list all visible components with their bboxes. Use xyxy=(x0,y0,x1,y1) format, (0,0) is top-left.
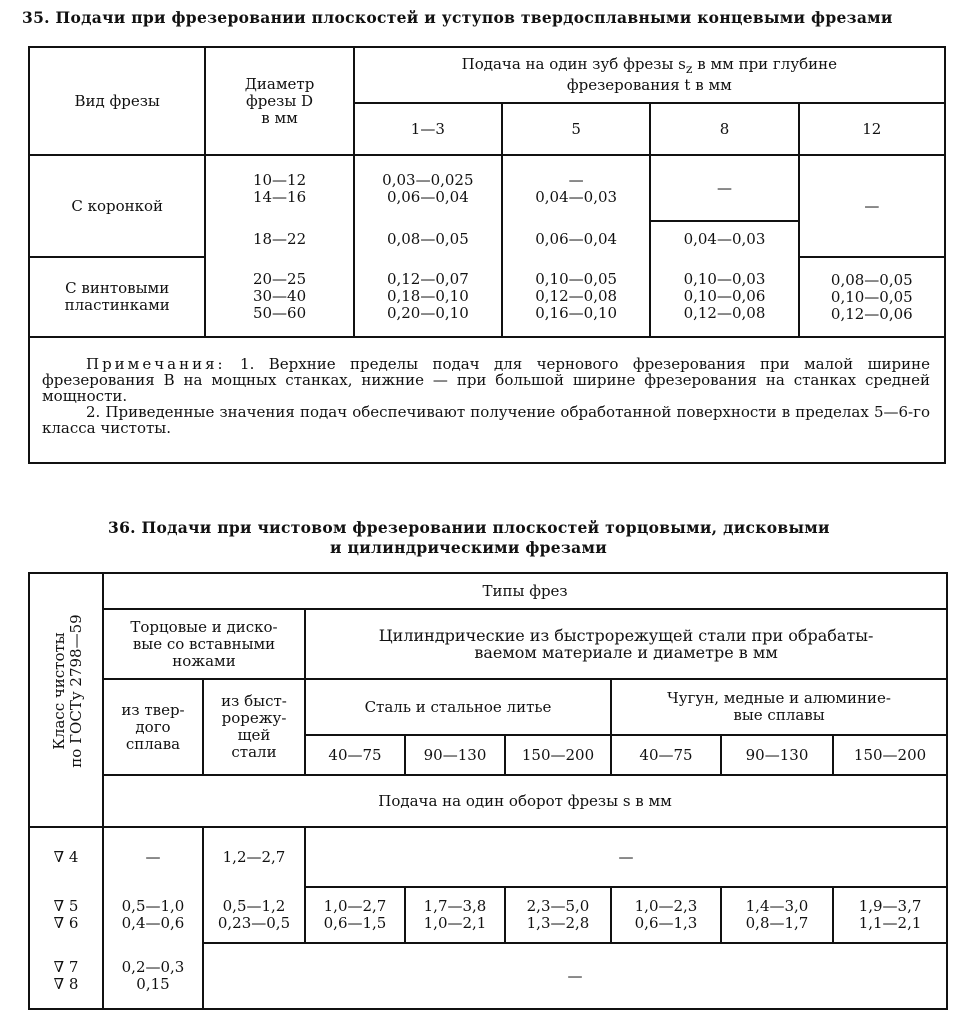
table-36-title-line2: и цилиндрическими фрезами xyxy=(330,538,608,557)
value-cell: 1,2—2,7 xyxy=(203,827,305,887)
feed-cell: 0,10—0,03 0,10—0,06 0,12—0,08 xyxy=(650,257,798,337)
value-cell: 1,0—2,3 0,6—1,3 xyxy=(611,887,721,943)
value-cell: 2,3—5,0 1,3—2,8 xyxy=(505,887,611,943)
diam-header: 90—130 xyxy=(721,735,833,775)
feed-cell: — xyxy=(650,155,798,221)
header-cutter-types: Типы фрез xyxy=(103,573,947,609)
table-36 xyxy=(28,572,948,1010)
header-face-disk: Торцовые и диско- вые со вставными ножами xyxy=(103,609,305,679)
value-cell: — xyxy=(103,827,203,887)
note-2: 2. Приведенные значения подач обеспечивают получение обработанной поверхности в пределах 5—6-го класса чистоты. xyxy=(42,403,930,437)
header-diameter: Диаметр фрезы D в мм xyxy=(205,47,353,155)
table-35-notes xyxy=(29,337,945,463)
feed-cell: 0,12—0,07 0,18—0,10 0,20—0,10 xyxy=(354,257,502,337)
feed-cell: 0,08—0,05 xyxy=(354,221,502,257)
note-1: 1. Верхние пределы подач для чернового фрезерования при малой ширине фрезерования B на мощных станках, нижние — при большой ширине фрезерования на станках средней мощности. xyxy=(42,355,930,405)
class-cell: ∇ 7 ∇ 8 xyxy=(29,943,103,1009)
diam-cell: 20—25 30—40 50—60 xyxy=(205,257,353,337)
value-cell: 0,5—1,2 0,23—0,5 xyxy=(203,887,305,943)
value-cell: 0,2—0,3 0,15 xyxy=(103,943,203,1009)
class-cell: ∇ 5 ∇ 6 xyxy=(29,887,103,943)
notes-label: Примечания: xyxy=(86,355,226,373)
depth-3: 8 xyxy=(650,103,798,155)
feed-cell: 0,10—0,05 0,12—0,08 0,16—0,10 xyxy=(502,257,650,337)
table-35 xyxy=(28,46,946,464)
value-cell: 1,0—2,7 0,6—1,5 xyxy=(305,887,405,943)
value-cell: 1,7—3,8 1,0—2,1 xyxy=(405,887,505,943)
table-35-title: 35. Подачи при фрезеровании плоскостей и уступов твердосплавными концевыми фрезами xyxy=(22,8,893,27)
diam-header: 40—75 xyxy=(611,735,721,775)
value-cell: 0,5—1,0 0,4—0,6 xyxy=(103,887,203,943)
value-cell: 1,4—3,0 0,8—1,7 xyxy=(721,887,833,943)
diam-header: 150—200 xyxy=(505,735,611,775)
header-feed-per-tooth: Подача на один зуб фрезы $s_z$ в мм при глубине фрезерования t в мм xyxy=(354,47,945,103)
table-36-title-line1: 36. Подачи при чистовом фрезеровании плоскостей торцовыми, дисковыми xyxy=(108,518,830,537)
value-cell: — xyxy=(203,943,947,1009)
feed-cell: 0,03—0,025 0,06—0,04 xyxy=(354,155,502,221)
cutter-crown: С коронкой xyxy=(29,155,205,257)
header-hard-alloy: из твер- дого сплава xyxy=(103,679,203,775)
header-hss: из быст- рорежу- щей стали xyxy=(203,679,305,775)
header-iron-alloys: Чугун, медные и алюминие- вые сплавы xyxy=(611,679,947,735)
feed-cell: — 0,04—0,03 xyxy=(502,155,650,221)
header-cutter-type: Вид фрезы xyxy=(29,47,205,155)
diam-header: 90—130 xyxy=(405,735,505,775)
header-surface-class: Класс чистоты по ГОСТу 2798—59 xyxy=(29,573,103,827)
class-cell: ∇ 4 xyxy=(29,827,103,887)
diam-cell: 10—12 14—16 xyxy=(205,155,353,221)
depth-1: 1—3 xyxy=(354,103,502,155)
header-feed-per-rev: Подача на один оборот фрезы s в мм xyxy=(103,775,947,827)
header-steel: Сталь и стальное литье xyxy=(305,679,611,735)
diam-header: 40—75 xyxy=(305,735,405,775)
depth-4: 12 xyxy=(799,103,945,155)
feed-cell: 0,08—0,05 0,10—0,05 0,12—0,06 xyxy=(799,257,945,337)
header-cylindrical: Цилиндрические из быстрорежущей стали при обрабаты- ваемом материале и диаметре в мм xyxy=(305,609,947,679)
feed-cell: 0,06—0,04 xyxy=(502,221,650,257)
diam-cell: 18—22 xyxy=(205,221,353,257)
depth-2: 5 xyxy=(502,103,650,155)
value-cell: 1,9—3,7 1,1—2,1 xyxy=(833,887,947,943)
diam-header: 150—200 xyxy=(833,735,947,775)
value-cell: — xyxy=(305,827,947,887)
cutter-helical-inserts: С винтовыми пластинками xyxy=(29,257,205,337)
feed-cell: — xyxy=(799,155,945,257)
feed-cell: 0,04—0,03 xyxy=(650,221,798,257)
